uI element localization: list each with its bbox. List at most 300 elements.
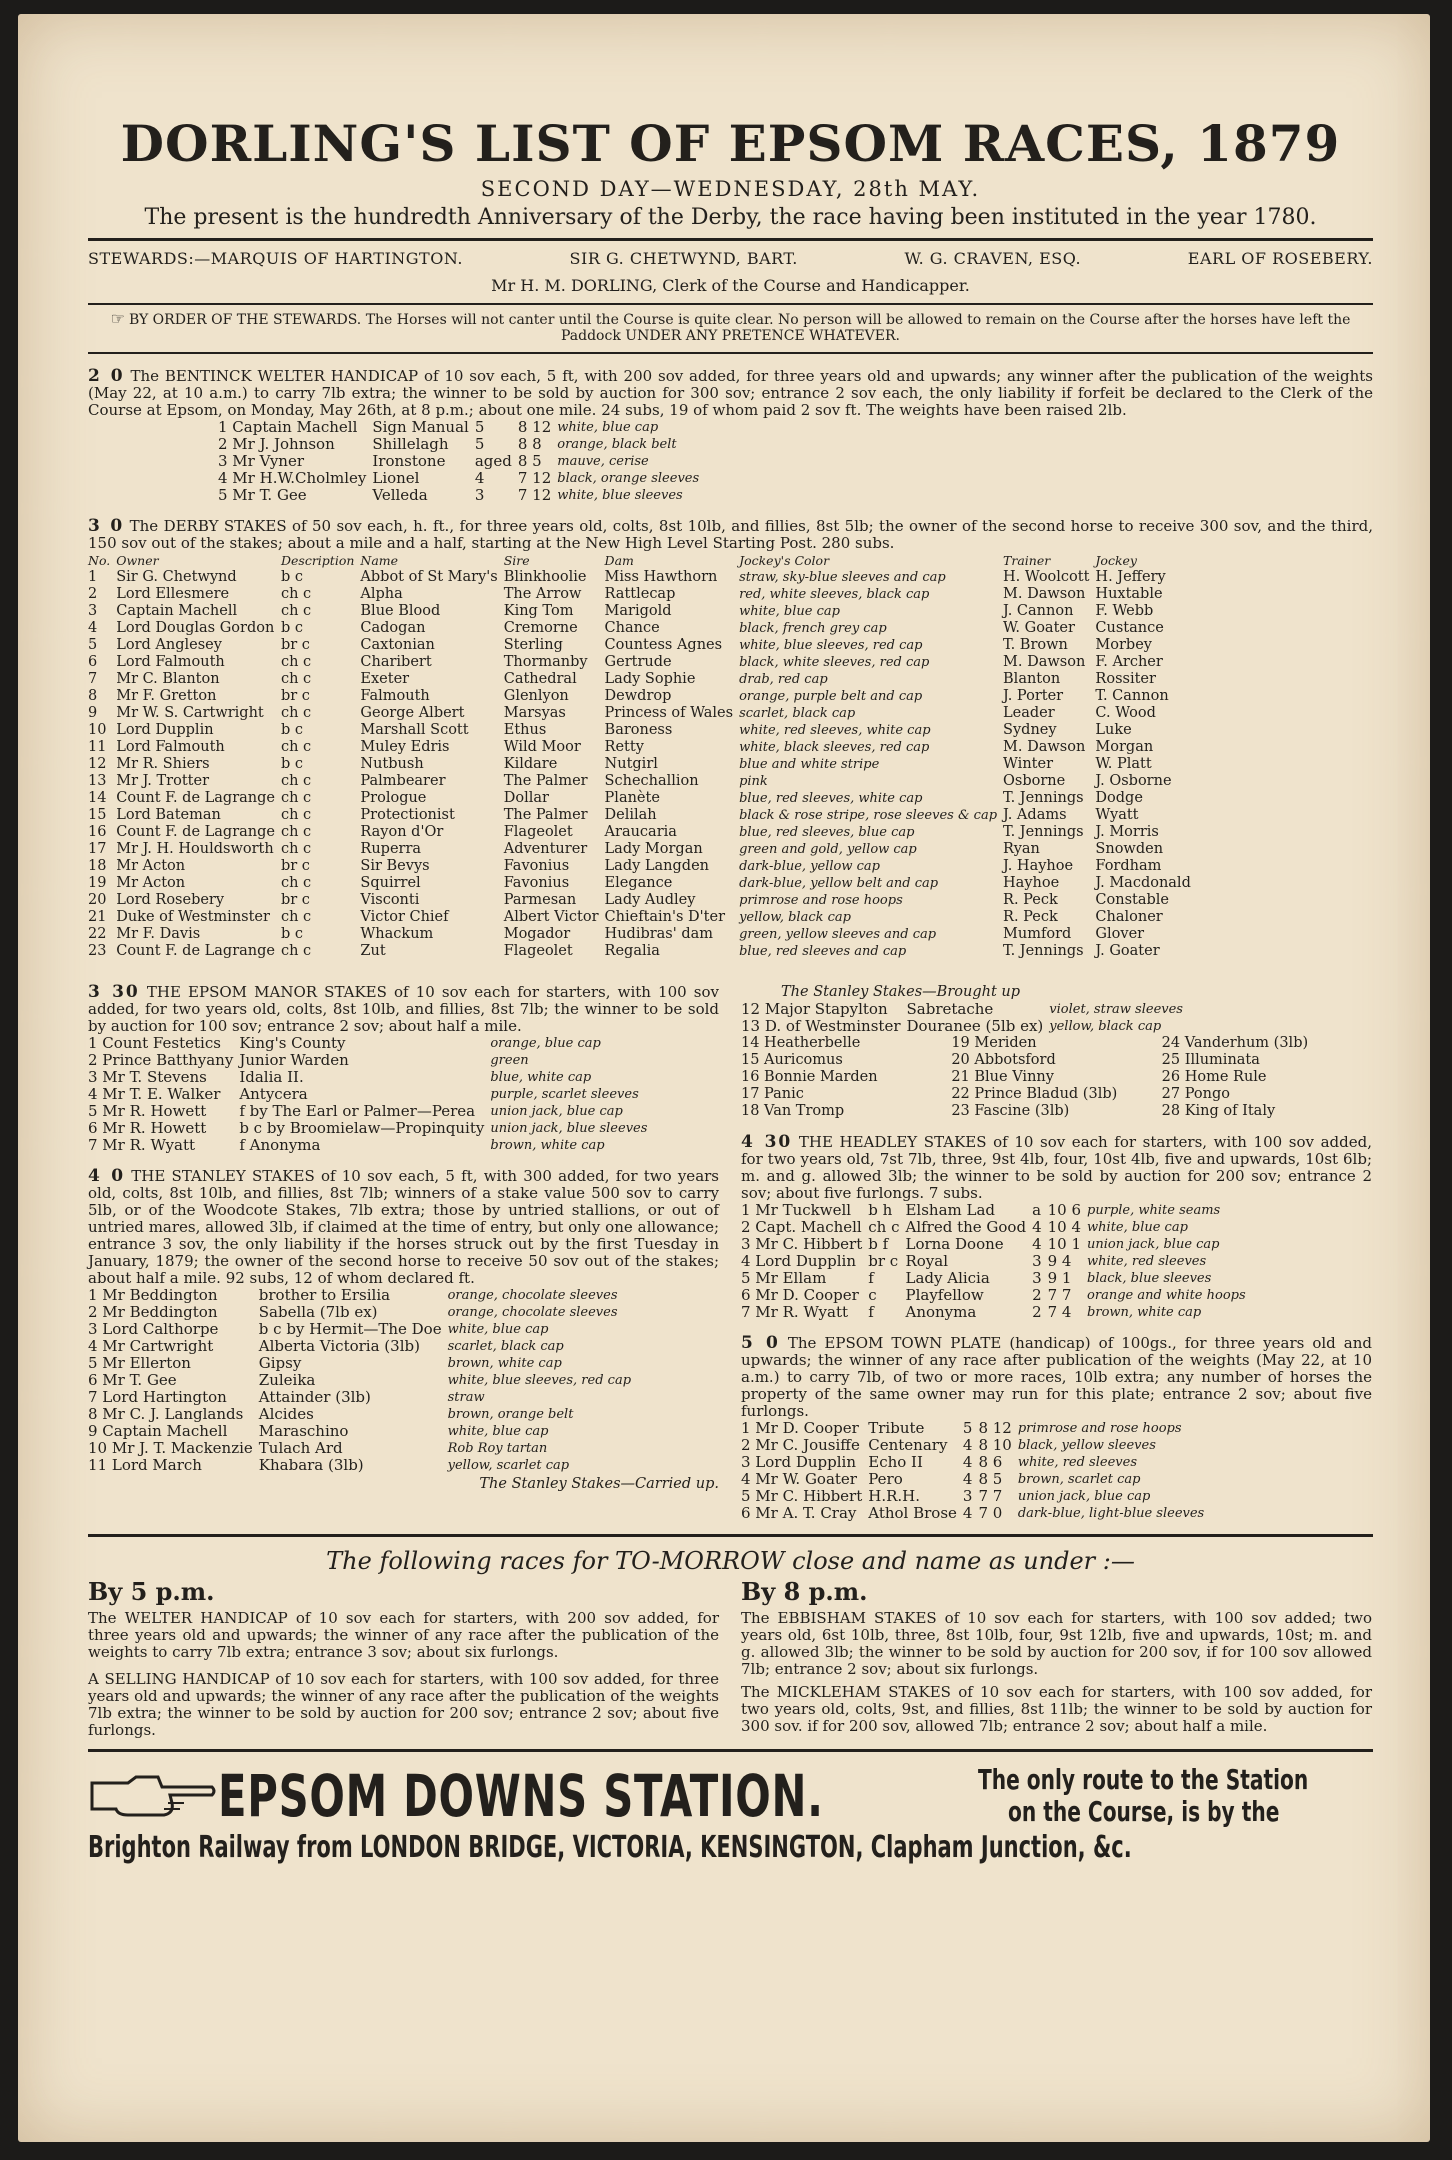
entry-cell: 7 7 <box>1047 1286 1072 1304</box>
entry-cell: a <box>1032 1201 1042 1219</box>
entry-row <box>88 654 1197 671</box>
entry-cell: ch c <box>280 824 312 840</box>
welter-handicap: The WELTER HANDICAP of 10 sov each for starters, with 200 sov added, for three years old and upwards; the winner of any race after the publication of the weights to carry 7lb extra; entrance 3 sov; about six furlongs. <box>88 1609 719 1661</box>
manor-entries <box>88 1035 653 1154</box>
entry-cell: Cathedral <box>503 671 577 687</box>
entry-cell: yellow, scarlet cap <box>447 1458 570 1473</box>
entry-cell: Princess of Wales <box>604 705 734 721</box>
entry-cell: ch c <box>280 671 312 687</box>
entry-cell: Captain Machell <box>116 603 238 619</box>
entry-cell: c <box>868 1286 877 1304</box>
brighton-railway-line: Brighton Railway from LONDON BRIDGE, VICTORIA, KENSINGTON, Clapham Junction, &c. <box>88 1830 1132 1865</box>
entry-cell: 7 12 <box>517 486 552 504</box>
entry-cell: 3 Lord Calthorpe <box>88 1320 219 1338</box>
entry-cell: 3 <box>1032 1269 1042 1287</box>
entry-cell: Planète <box>604 790 660 806</box>
entry-row <box>88 1389 637 1406</box>
entry-cell: orange, chocolate sleeves <box>447 1305 618 1320</box>
entry-row <box>88 1406 637 1423</box>
entry-cell: Khabara (3lb) <box>258 1456 364 1474</box>
entry-cell: union jack, blue sleeves <box>490 1121 648 1136</box>
entry-cell: Dodge <box>1095 790 1143 806</box>
entry-cell: black & rose stripe, rose sleeves & cap <box>739 808 998 823</box>
entry-row <box>88 1069 653 1086</box>
entry-cell: Lady Langden <box>604 858 709 874</box>
entry-row <box>88 1086 653 1103</box>
race-time: 2 0 <box>88 366 125 386</box>
entry-cell: orange, chocolate sleeves <box>447 1288 618 1303</box>
entry-cell: Morbey <box>1095 637 1152 653</box>
entry-cell: 12 Major Stapylton <box>741 1000 888 1018</box>
entry-row <box>88 637 1197 654</box>
entry-row <box>88 671 1197 688</box>
entry-cell: Regalia <box>604 943 660 959</box>
entry-cell: primrose and rose hoops <box>739 893 903 908</box>
entry-cell: 18 <box>88 858 107 874</box>
entry-row <box>741 1454 1210 1471</box>
entry-cell: Tulach Ard <box>258 1439 343 1457</box>
entry-row <box>218 436 705 453</box>
divider <box>88 303 1373 305</box>
entry-cell: Mr R. Shiers <box>116 756 210 772</box>
entry-cell: King's County <box>239 1034 346 1052</box>
entry-row <box>88 756 1197 773</box>
steward: STEWARDS:—MARQUIS OF HARTINGTON. <box>88 249 463 268</box>
grid-entry: 19 Meriden <box>951 1035 1037 1051</box>
entry-cell: 3 <box>474 486 485 504</box>
entry-cell: Pero <box>868 1470 903 1488</box>
entry-cell: Lord Falmouth <box>116 739 225 755</box>
entry-cell: Mr F. Gretton <box>116 688 217 704</box>
entry-cell: Lord Falmouth <box>116 654 225 670</box>
entry-cell: 2 Capt. Machell <box>741 1218 862 1236</box>
entry-cell: Dewdrop <box>604 688 672 704</box>
entry-cell: Huxtable <box>1095 586 1163 602</box>
entry-cell: Charibert <box>360 654 432 670</box>
entry-cell: 4 <box>962 1504 973 1522</box>
entry-cell: ch c <box>280 603 312 619</box>
entry-row <box>88 1287 637 1304</box>
entry-cell: Palmbearer <box>360 773 446 789</box>
entry-cell: green and gold, yellow cap <box>739 842 917 857</box>
entry-cell: 4 Mr Cartwright <box>88 1337 214 1355</box>
entry-cell: C. Wood <box>1095 705 1156 721</box>
column-header: Description <box>280 553 355 568</box>
entry-cell: Leader <box>1003 705 1055 721</box>
entry-cell: 3 <box>962 1487 973 1505</box>
entry-cell: 1 Mr Tuckwell <box>741 1201 852 1219</box>
entry-cell: Elegance <box>604 875 673 891</box>
grid-entry: 18 Van Tromp <box>741 1103 845 1119</box>
entry-cell: ch c <box>280 875 312 891</box>
entry-cell: 7 Lord Hartington <box>88 1388 227 1406</box>
entry-cell: 7 <box>88 671 98 687</box>
clerk-line: Mr H. M. DORLING, Clerk of the Course and Handicapper. <box>491 276 970 295</box>
race-time: 5 0 <box>741 1333 780 1353</box>
entry-row <box>88 620 1197 637</box>
station-name: EPSOM DOWNS STATION. <box>218 1762 824 1830</box>
entry-cell: 8 <box>88 688 98 704</box>
entry-cell: white, blue sleeves <box>557 488 683 503</box>
entry-cell: Flageolet <box>503 943 573 959</box>
two-columns <box>88 970 1373 1522</box>
entry-cell: br c <box>280 688 310 704</box>
entry-row <box>88 1137 653 1154</box>
entry-cell: white, black sleeves, red cap <box>739 740 930 755</box>
entry-cell: Douranee (5lb ex) <box>906 1017 1044 1035</box>
entry-cell: Baroness <box>604 722 673 738</box>
entry-row <box>218 470 705 487</box>
entry-cell: brother to Ersilia <box>258 1286 391 1304</box>
entry-cell: 9 <box>88 705 98 721</box>
entry-row <box>88 569 1197 586</box>
entry-cell: Rob Roy tartan <box>447 1441 548 1456</box>
entry-cell: 21 <box>88 909 107 925</box>
entry-cell: 5 <box>474 435 485 453</box>
entry-cell: 15 <box>88 807 107 823</box>
entry-cell: J. Hayhoe <box>1003 858 1074 874</box>
entry-cell: black, french grey cap <box>739 621 887 636</box>
entry-cell: H.R.H. <box>868 1487 921 1505</box>
entry-row <box>741 1304 1252 1321</box>
entry-row <box>88 824 1197 841</box>
entry-cell: Idalia II. <box>239 1068 304 1086</box>
entry-cell: 6 Mr T. Gee <box>88 1371 177 1389</box>
entry-cell: 5 <box>962 1419 973 1437</box>
entry-cell: 5 Mr Ellerton <box>88 1354 191 1372</box>
entry-row <box>741 1253 1252 1270</box>
entry-cell: b c by Hermit—The Doe <box>258 1320 442 1338</box>
entry-cell: 13 <box>88 773 107 789</box>
entry-cell: Glenlyon <box>503 688 569 704</box>
entry-cell: b c <box>280 722 303 738</box>
entry-cell: black, orange sleeves <box>557 471 700 486</box>
entry-row <box>88 773 1197 790</box>
entry-cell: 8 10 <box>978 1436 1012 1454</box>
entry-cell: f <box>868 1269 874 1287</box>
entry-cell: br c <box>280 858 310 874</box>
entry-cell: Lady Sophie <box>604 671 696 687</box>
entry-cell: 3 <box>1032 1252 1042 1270</box>
entry-cell: f by The Earl or Palmer—Perea <box>239 1102 476 1120</box>
entry-cell: Marshall Scott <box>360 722 469 738</box>
entry-cell: 11 Lord March <box>88 1456 202 1474</box>
stanley-header <box>88 1168 719 1287</box>
entry-cell: ch c <box>280 705 312 721</box>
entry-cell: 4 <box>88 620 98 636</box>
entry-cell: Victor Chief <box>360 909 449 925</box>
entry-cell: orange, black belt <box>557 437 677 452</box>
entry-cell: pink <box>739 774 768 789</box>
grid-entry: 20 Abbotsford <box>951 1052 1056 1068</box>
entry-cell: Retty <box>604 739 644 755</box>
entry-row <box>88 841 1197 858</box>
townplate-header <box>741 1335 1372 1420</box>
entry-cell: 8 6 <box>978 1453 1003 1471</box>
column-header: Dam <box>604 553 634 568</box>
entry-cell: Zuleika <box>258 1371 316 1389</box>
entry-row <box>741 1270 1252 1287</box>
entry-cell: 2 Prince Batthyany <box>88 1051 234 1069</box>
entry-cell: 4 <box>1032 1235 1042 1253</box>
entry-cell: 16 <box>88 824 107 840</box>
entry-cell: union jack, blue cap <box>490 1104 623 1119</box>
entry-cell: br c <box>868 1252 899 1270</box>
entry-cell: Sir G. Chetwynd <box>116 569 237 585</box>
entry-cell: yellow, black cap <box>1049 1019 1162 1034</box>
entry-cell: 17 <box>88 841 107 857</box>
entry-cell: H. Woolcott <box>1003 569 1090 585</box>
entry-cell: J. Goater <box>1095 943 1160 959</box>
entry-cell: Alpha <box>360 586 403 602</box>
entry-cell: Lord Bateman <box>116 807 221 823</box>
entry-cell: ch c <box>280 807 312 823</box>
entry-cell: Mr F. Davis <box>116 926 201 942</box>
entry-cell: 9 Captain Machell <box>88 1422 228 1440</box>
entry-cell: Mumford <box>1003 926 1072 942</box>
entry-cell: Alfred the Good <box>905 1218 1027 1236</box>
entry-cell: Sterling <box>503 637 563 653</box>
race-conditions: THE HEADLEY STAKES of 10 sov each for starters, with 100 sov added, for two years old, 7st 7lb, three, 9st 4lb, four, 10st 4lb, five and upwards, 10st 6lb; m. and g. allowed 3lb; the winner to be sold by auction for 200 sov; entrance 2 sov; about five furlongs. 7 subs. <box>741 1133 1372 1202</box>
by-8pm: By 8 p.m. <box>741 1577 868 1606</box>
entry-cell: Cremorne <box>503 620 578 636</box>
entry-cell: 6 <box>88 654 98 670</box>
entry-cell: Chance <box>604 620 660 636</box>
entry-cell: ch c <box>280 739 312 755</box>
order-text: BY ORDER OF THE STEWARDS. The Horses will not canter until the Course is quite clear. No person will be allowed to remain on the Course after the horses have left the Paddock UNDER ANY PRETENCE WHATEVER. <box>128 312 1351 344</box>
entry-cell: Hayhoe <box>1003 875 1060 891</box>
entry-row <box>218 453 705 470</box>
entry-cell: orange and white hoops <box>1087 1288 1246 1303</box>
entry-cell: Zut <box>360 943 386 959</box>
derby-entries <box>88 552 1197 960</box>
entry-cell: dark-blue, light-blue sleeves <box>1017 1506 1205 1521</box>
route-note <box>978 1764 1318 1828</box>
entry-cell: Count F. de Lagrange <box>116 824 275 840</box>
steward: W. G. CRAVEN, ESQ. <box>904 249 1082 268</box>
entry-cell: 3 Mr C. Hibbert <box>741 1235 863 1253</box>
entry-cell: f <box>868 1303 874 1321</box>
entry-cell: straw <box>447 1390 485 1405</box>
mickleham-stakes: The MICKLEHAM STAKES of 10 sov each for starters, with 100 sov added, for two years old, colts, 9st, and fillies, 8st 11lb; the winner to be sold by auction for 300 sov. if for 200 sov, allowed 7lb; entrance 2 sov; about half a mile. <box>741 1683 1372 1735</box>
column-header: Jockey's Color <box>739 553 830 568</box>
entry-cell: 10 Mr J. T. Mackenzie <box>88 1439 253 1457</box>
divider <box>88 238 1373 241</box>
entry-row <box>88 858 1197 875</box>
entry-cell: T. Cannon <box>1095 688 1169 704</box>
entry-cell: The Palmer <box>503 773 588 789</box>
entry-cell: Duke of Westminster <box>116 909 270 925</box>
entry-cell: Muley Edris <box>360 739 450 755</box>
entry-cell: Sir Bevys <box>360 858 430 874</box>
entry-cell: br c <box>280 892 310 908</box>
entry-cell: union jack, blue cap <box>1017 1489 1151 1504</box>
entry-cell: Wild Moor <box>503 739 581 755</box>
entry-cell: Chieftain's D'ter <box>604 909 726 925</box>
entry-row <box>741 1437 1210 1454</box>
entry-cell: Whackum <box>360 926 434 942</box>
entry-cell: black, blue sleeves <box>1087 1271 1212 1286</box>
grid-entry: 24 Vanderhum (3lb) <box>1161 1035 1309 1051</box>
entry-cell: 5 Mr C. Hibbert <box>741 1487 863 1505</box>
entry-row <box>88 722 1197 739</box>
entry-cell: Lord Douglas Gordon <box>116 620 275 636</box>
entry-row <box>88 1440 637 1457</box>
entry-row <box>88 1338 637 1355</box>
entry-cell: J. Osborne <box>1095 773 1172 789</box>
entry-row <box>741 1420 1210 1437</box>
entry-cell: white, blue cap <box>557 420 659 435</box>
entry-cell: 20 <box>88 892 107 908</box>
entry-cell: 14 <box>88 790 107 806</box>
entry-row <box>88 1457 637 1474</box>
divider <box>88 1534 1373 1537</box>
entry-cell: Blanton <box>1003 671 1061 687</box>
entry-cell: Rattlecap <box>604 586 676 602</box>
entry-cell: Constable <box>1095 892 1169 908</box>
entry-cell: Mr J. H. Houldsworth <box>116 841 274 857</box>
entry-cell: Abbot of St Mary's <box>360 569 498 585</box>
entry-cell: T. Jennings <box>1003 943 1084 959</box>
entry-cell: b c <box>280 926 303 942</box>
entry-cell: Tribute <box>868 1419 925 1437</box>
entry-cell: The Arrow <box>503 586 582 602</box>
entry-row <box>218 487 705 504</box>
entry-cell: ch c <box>280 586 312 602</box>
entry-cell: Ruperra <box>360 841 422 857</box>
entry-cell: white, blue cap <box>447 1322 549 1337</box>
entry-row <box>88 1355 637 1372</box>
entry-cell: Rossiter <box>1095 671 1156 687</box>
entry-cell: 10 4 <box>1047 1218 1082 1236</box>
entry-cell: blue, white cap <box>490 1070 592 1085</box>
entry-cell: 8 12 <box>517 418 552 436</box>
anniversary-note: The present is the hundredth Anniversary of the Derby, the race having been instituted in the year 1780. <box>144 205 1317 230</box>
entry-row <box>88 1304 637 1321</box>
entry-cell: black, yellow sleeves <box>1017 1438 1156 1453</box>
entry-cell: red, white sleeves, black cap <box>739 587 930 602</box>
entry-cell: Chaloner <box>1095 909 1163 925</box>
tomorrow-columns <box>88 1577 1373 1739</box>
poster-sheet <box>18 14 1430 2142</box>
column-header: Owner <box>116 553 159 568</box>
entry-cell: Ironstone <box>372 452 446 470</box>
entry-cell: Osborne <box>1003 773 1066 789</box>
entry-cell: straw, sky-blue sleeves and cap <box>739 570 946 585</box>
entry-cell: green <box>490 1053 529 1068</box>
race-conditions: The DERBY STAKES of 50 sov each, h. ft., for three years old, colts, 8st 10lb, and fillies, 8st 5lb; the owner of the second horse to receive 300 sov, and the third, 150 sov out of the stakes; about a mile and a half, starting at the New High Level Starting Post. 280 subs. <box>88 517 1373 552</box>
entry-cell: Falmouth <box>360 688 430 704</box>
entry-cell: brown, white cap <box>447 1356 562 1371</box>
entry-cell: Elsham Lad <box>905 1201 996 1219</box>
entry-cell: 9 1 <box>1047 1269 1072 1287</box>
entry-cell: 4 Mr H.W.Cholmley <box>218 469 367 487</box>
stanley-cont-entries <box>741 1001 1189 1035</box>
grid-entry: 22 Prince Bladud (3lb) <box>951 1086 1118 1102</box>
race-conditions: THE EPSOM MANOR STAKES of 10 sov each for starters, with 100 sov added, for two years old, colts, 8st 10lb, and fillies, 8st 7lb; the winner to be sold by auction for 100 sov; entrance 2 sov; about half a mile. <box>88 983 719 1035</box>
entry-cell: Rayon d'Or <box>360 824 444 840</box>
race-conditions: The BENTINCK WELTER HANDICAP of 10 sov each, 5 ft, with 200 sov added, for three years old and upwards; any winner after the publication of the weights (May 22, at 10 a.m.) to carry 7lb extra; the winner to be sold by auction for 300 sov; entrance 2 sov each, the only liability if forfeit be declared to the Clerk of the Course at Epsom, on Monday, May 26th, at 8 p.m.; about one mile. 24 subs, 19 of whom paid 2 sov ft. The weights have been raised 2lb. <box>88 367 1374 419</box>
entry-cell: Centenary <box>868 1436 948 1454</box>
manor-header <box>88 984 719 1035</box>
bentinck-header <box>88 368 1373 419</box>
entry-cell: Gipsy <box>258 1354 302 1372</box>
entry-cell: Marsyas <box>503 705 566 721</box>
race-time: 4 0 <box>88 1166 126 1186</box>
entry-row <box>88 807 1197 824</box>
entry-cell: Count F. de Lagrange <box>116 943 275 959</box>
entry-cell: Mr C. Blanton <box>116 671 220 687</box>
entry-cell: F. Webb <box>1095 603 1154 619</box>
entry-cell: F. Archer <box>1095 654 1163 670</box>
entry-cell: Lady Alicia <box>905 1269 990 1287</box>
entry-row <box>88 603 1197 620</box>
entry-cell: brown, orange belt <box>447 1407 574 1422</box>
entry-cell: Attainder (3lb) <box>258 1388 371 1406</box>
steward: EARL OF ROSEBERY. <box>1187 249 1373 268</box>
entry-cell: Echo II <box>868 1453 923 1471</box>
entry-cell: brown, scarlet cap <box>1017 1472 1141 1487</box>
entry-cell: Gertrude <box>604 654 672 670</box>
entry-cell: 12 <box>88 756 107 772</box>
entry-cell: King Tom <box>503 603 574 619</box>
pointing-hand-icon: ☞ <box>110 309 125 328</box>
brought-up: The Stanley Stakes—Brought up <box>781 984 1021 1000</box>
entry-cell: b c <box>280 756 303 772</box>
entry-cell: 13 D. of Westminster <box>741 1017 901 1035</box>
poster-content <box>88 114 1373 1865</box>
route-line-2: on the Course, is by the <box>1008 1795 1280 1828</box>
entry-cell: Shillelagh <box>372 435 449 453</box>
entry-cell: Athol Brose <box>868 1504 957 1522</box>
entry-cell: Lord Rosebery <box>116 892 225 908</box>
entry-cell: 11 <box>88 739 107 755</box>
entry-cell: Sydney <box>1003 722 1057 738</box>
entry-cell: 2 Mr Beddington <box>88 1303 218 1321</box>
entry-cell: Exeter <box>360 671 410 687</box>
entry-cell: black, white sleeves, red cap <box>739 655 930 670</box>
entry-row <box>88 1423 637 1440</box>
entry-cell: white, red sleeves <box>1087 1254 1207 1269</box>
entry-cell: 5 Mr Ellam <box>741 1269 827 1287</box>
entry-row <box>88 1052 653 1069</box>
stewards-order <box>88 311 1373 344</box>
entry-cell: 10 <box>88 722 107 738</box>
entry-cell: Royal <box>905 1252 949 1270</box>
entry-cell: Adventurer <box>503 841 588 857</box>
entry-cell: 7 12 <box>517 469 552 487</box>
grid-entry: 14 Heatherbelle <box>741 1035 861 1051</box>
entry-cell: white, blue sleeves, red cap <box>739 638 923 653</box>
entry-cell: Lord Ellesmere <box>116 586 230 602</box>
entry-cell: 10 6 <box>1047 1201 1082 1219</box>
entry-row <box>88 688 1197 705</box>
grid-entry: 15 Auricomus <box>741 1052 843 1068</box>
entry-cell: ch c <box>280 773 312 789</box>
entry-cell: Sabretache <box>906 1000 994 1018</box>
entry-cell: Lady Audley <box>604 892 696 908</box>
ebbisham-stakes: The EBBISHAM STAKES of 10 sov each for starters, with 100 sov added; two years old, 6st 10lb, three, 8st 10lb, four, 9st 12lb, five and upwards, 10st; m. and g. allowed 3lb; the winner to be sold by auction for 200 sov, if for 100 sov allowed 7lb; entrance 2 sov; about six furlongs. <box>741 1609 1372 1678</box>
entry-cell: union jack, blue cap <box>1087 1237 1220 1252</box>
entry-row <box>741 1202 1252 1219</box>
tomorrow-left <box>88 1577 719 1739</box>
tomorrow-right <box>741 1577 1372 1739</box>
entry-cell: f Anonyma <box>239 1136 321 1154</box>
race-time: 4 30 <box>741 1132 793 1152</box>
entry-cell: J. Cannon <box>1003 603 1074 619</box>
stanley-grid <box>741 1035 1372 1120</box>
entry-cell: R. Peck <box>1003 909 1058 925</box>
